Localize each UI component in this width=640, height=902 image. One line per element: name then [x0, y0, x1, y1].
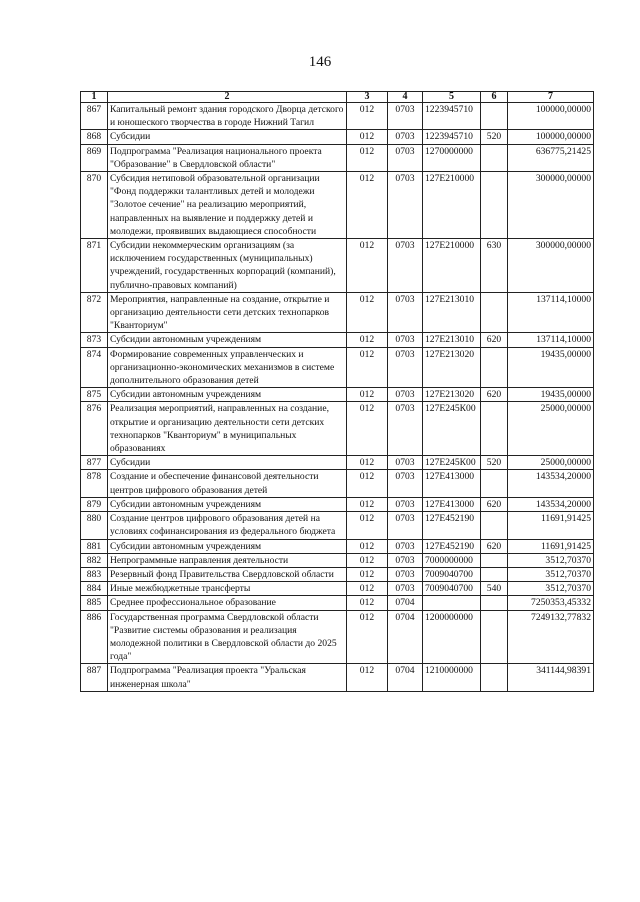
- section-code: 0704: [388, 664, 423, 691]
- target-article-code: 127Е245К00: [423, 402, 481, 456]
- table-row: [81, 664, 594, 691]
- section-code: 0703: [388, 333, 423, 347]
- amount: 7249132,77832: [508, 610, 594, 664]
- ministry-code: 012: [347, 172, 388, 239]
- item-name: Государственная программа Свердловской области "Развитие системы образования и реализация молодежной политики в Свердловской области до 2025 года": [108, 610, 347, 664]
- table-row: [81, 292, 594, 333]
- ministry-code: 012: [347, 470, 388, 497]
- amount: 137114,10000: [508, 292, 594, 333]
- ministry-code: 012: [347, 610, 388, 664]
- ministry-code: 012: [347, 347, 388, 388]
- expense-type-code: [481, 664, 508, 691]
- section-code: 0703: [388, 292, 423, 333]
- target-article-code: 127Е413000: [423, 470, 481, 497]
- section-code: 0704: [388, 610, 423, 664]
- row-number: 870: [81, 172, 108, 239]
- item-name: Создание центров цифрового образования детей на условиях софинансирования из федерального бюджета: [108, 512, 347, 539]
- table-row: [81, 512, 594, 539]
- column-header: 7: [508, 92, 594, 103]
- column-header: 3: [347, 92, 388, 103]
- ministry-code: 012: [347, 402, 388, 456]
- section-code: 0704: [388, 596, 423, 610]
- ministry-code: 012: [347, 130, 388, 144]
- section-code: 0703: [388, 103, 423, 130]
- amount: 300000,00000: [508, 172, 594, 239]
- target-article-code: 127Е213020: [423, 388, 481, 402]
- row-number: 879: [81, 497, 108, 511]
- target-article-code: 127Е213020: [423, 347, 481, 388]
- expense-type-code: [481, 596, 508, 610]
- item-name: Формирование современных управленческих и организационно-экономических механизмов в системе дополнительного образования детей: [108, 347, 347, 388]
- target-article-code: 1223945710: [423, 130, 481, 144]
- target-article-code: [423, 596, 481, 610]
- item-name: Иные межбюджетные трансферты: [108, 582, 347, 596]
- target-article-code: 1270000000: [423, 144, 481, 171]
- item-name: Мероприятия, направленные на создание, открытие и организацию деятельности сети детских технопарков "Кванториум": [108, 292, 347, 333]
- column-header: 4: [388, 92, 423, 103]
- expense-type-code: [481, 172, 508, 239]
- column-header: 1: [81, 92, 108, 103]
- expense-type-code: [481, 347, 508, 388]
- table-row: [81, 388, 594, 402]
- section-code: 0703: [388, 470, 423, 497]
- ministry-code: 012: [347, 144, 388, 171]
- ministry-code: 012: [347, 664, 388, 691]
- expense-type-code: 520: [481, 456, 508, 470]
- row-number: 875: [81, 388, 108, 402]
- item-name: Субсидия нетиповой образовательной организации "Фонд поддержки талантливых детей и молодежи "Золотое сечение" на реализацию мероприятий, направленных на выявление и поддержку детей и молодежи, проявивших выдающиеся способности: [108, 172, 347, 239]
- target-article-code: 1210000000: [423, 664, 481, 691]
- target-article-code: 127Е452190: [423, 539, 481, 553]
- amount: 25000,00000: [508, 456, 594, 470]
- target-article-code: 127Е210000: [423, 172, 481, 239]
- target-article-code: 7000000000: [423, 553, 481, 567]
- ministry-code: 012: [347, 567, 388, 581]
- item-name: Субсидии: [108, 456, 347, 470]
- target-article-code: 127Е213010: [423, 333, 481, 347]
- ministry-code: 012: [347, 497, 388, 511]
- amount: 300000,00000: [508, 239, 594, 293]
- row-number: 883: [81, 567, 108, 581]
- ministry-code: 012: [347, 596, 388, 610]
- item-name: Капитальный ремонт здания городского Дворца детского и юношеского творчества в городе Нижний Тагил: [108, 103, 347, 130]
- table-row: [81, 497, 594, 511]
- target-article-code: 7009040700: [423, 582, 481, 596]
- ministry-code: 012: [347, 553, 388, 567]
- row-number: 885: [81, 596, 108, 610]
- table-header-row: [81, 92, 594, 103]
- row-number: 884: [81, 582, 108, 596]
- amount: 25000,00000: [508, 402, 594, 456]
- ministry-code: 012: [347, 239, 388, 293]
- expense-type-code: [481, 470, 508, 497]
- row-number: 867: [81, 103, 108, 130]
- table-row: [81, 239, 594, 293]
- column-header: 2: [108, 92, 347, 103]
- target-article-code: 127Е413000: [423, 497, 481, 511]
- table-row: [81, 582, 594, 596]
- table-row: [81, 172, 594, 239]
- section-code: 0703: [388, 567, 423, 581]
- item-name: Субсидии автономным учреждениям: [108, 539, 347, 553]
- table-row: [81, 539, 594, 553]
- row-number: 873: [81, 333, 108, 347]
- item-name: Субсидии автономным учреждениям: [108, 333, 347, 347]
- item-name: Резервный фонд Правительства Свердловской области: [108, 567, 347, 581]
- column-header: 6: [481, 92, 508, 103]
- section-code: 0703: [388, 388, 423, 402]
- expense-type-code: 620: [481, 333, 508, 347]
- section-code: 0703: [388, 582, 423, 596]
- ministry-code: 012: [347, 292, 388, 333]
- amount: 341144,98391: [508, 664, 594, 691]
- amount: 3512,70370: [508, 582, 594, 596]
- expense-type-code: [481, 610, 508, 664]
- expense-type-code: [481, 567, 508, 581]
- ministry-code: 012: [347, 512, 388, 539]
- amount: 3512,70370: [508, 567, 594, 581]
- section-code: 0703: [388, 402, 423, 456]
- row-number: 882: [81, 553, 108, 567]
- amount: 143534,20000: [508, 497, 594, 511]
- item-name: Субсидии: [108, 130, 347, 144]
- column-header: 5: [423, 92, 481, 103]
- expense-type-code: 620: [481, 388, 508, 402]
- target-article-code: 127Е213010: [423, 292, 481, 333]
- table-row: [81, 103, 594, 130]
- table-row: [81, 470, 594, 497]
- section-code: 0703: [388, 239, 423, 293]
- amount: 143534,20000: [508, 470, 594, 497]
- expense-type-code: 620: [481, 497, 508, 511]
- table-row: [81, 553, 594, 567]
- section-code: 0703: [388, 130, 423, 144]
- row-number: 876: [81, 402, 108, 456]
- item-name: Подпрограмма "Реализация проекта "Уральская инженерная школа": [108, 664, 347, 691]
- ministry-code: 012: [347, 388, 388, 402]
- expense-type-code: [481, 144, 508, 171]
- target-article-code: 127Е210000: [423, 239, 481, 293]
- row-number: 871: [81, 239, 108, 293]
- table-row: [81, 610, 594, 664]
- table-row: [81, 567, 594, 581]
- amount: 100000,00000: [508, 103, 594, 130]
- row-number: 872: [81, 292, 108, 333]
- row-number: 881: [81, 539, 108, 553]
- expense-type-code: 620: [481, 539, 508, 553]
- expense-type-code: [481, 402, 508, 456]
- item-name: Реализация мероприятий, направленных на создание, открытие и организацию деятельности сети детских технопарков "Кванториум" в муниципальных образованиях: [108, 402, 347, 456]
- table-row: [81, 333, 594, 347]
- ministry-code: 012: [347, 539, 388, 553]
- item-name: Субсидии автономным учреждениям: [108, 388, 347, 402]
- table-row: [81, 347, 594, 388]
- row-number: 887: [81, 664, 108, 691]
- table-row: [81, 596, 594, 610]
- table-row: [81, 402, 594, 456]
- amount: 7250353,45332: [508, 596, 594, 610]
- target-article-code: 127Е452190: [423, 512, 481, 539]
- page-number: 146: [308, 54, 332, 70]
- row-number: 874: [81, 347, 108, 388]
- table-row: [81, 130, 594, 144]
- item-name: Создание и обеспечение финансовой деятельности центров цифрового образования детей: [108, 470, 347, 497]
- ministry-code: 012: [347, 333, 388, 347]
- row-number: 878: [81, 470, 108, 497]
- amount: 11691,91425: [508, 539, 594, 553]
- expense-type-code: [481, 512, 508, 539]
- amount: 636775,21425: [508, 144, 594, 171]
- target-article-code: 127Е245К00: [423, 456, 481, 470]
- target-article-code: 1200000000: [423, 610, 481, 664]
- section-code: 0703: [388, 539, 423, 553]
- row-number: 886: [81, 610, 108, 664]
- budget-table: [80, 91, 594, 692]
- section-code: 0703: [388, 144, 423, 171]
- section-code: 0703: [388, 456, 423, 470]
- expense-type-code: [481, 292, 508, 333]
- amount: 19435,00000: [508, 347, 594, 388]
- amount: 19435,00000: [508, 388, 594, 402]
- row-number: 880: [81, 512, 108, 539]
- amount: 137114,10000: [508, 333, 594, 347]
- expense-type-code: [481, 103, 508, 130]
- item-name: Субсидии автономным учреждениям: [108, 497, 347, 511]
- section-code: 0703: [388, 172, 423, 239]
- row-number: 877: [81, 456, 108, 470]
- item-name: Субсидии некоммерческим организациям (за исключением государственных (муниципальных) учреждений, государственных корпораций (компаний), публично-правовых компаний): [108, 239, 347, 293]
- target-article-code: 7009040700: [423, 567, 481, 581]
- expense-type-code: 520: [481, 130, 508, 144]
- table-row: [81, 456, 594, 470]
- section-code: 0703: [388, 497, 423, 511]
- expense-type-code: 630: [481, 239, 508, 293]
- ministry-code: 012: [347, 582, 388, 596]
- amount: 3512,70370: [508, 553, 594, 567]
- item-name: Среднее профессиональное образование: [108, 596, 347, 610]
- section-code: 0703: [388, 347, 423, 388]
- ministry-code: 012: [347, 103, 388, 130]
- section-code: 0703: [388, 553, 423, 567]
- item-name: Непрограммные направления деятельности: [108, 553, 347, 567]
- section-code: 0703: [388, 512, 423, 539]
- expense-type-code: 540: [481, 582, 508, 596]
- amount: 100000,00000: [508, 130, 594, 144]
- target-article-code: 1223945710: [423, 103, 481, 130]
- table-row: [81, 144, 594, 171]
- item-name: Подпрограмма "Реализация национального проекта "Образование" в Свердловской области": [108, 144, 347, 171]
- ministry-code: 012: [347, 456, 388, 470]
- row-number: 869: [81, 144, 108, 171]
- row-number: 868: [81, 130, 108, 144]
- expense-type-code: [481, 553, 508, 567]
- amount: 11691,91425: [508, 512, 594, 539]
